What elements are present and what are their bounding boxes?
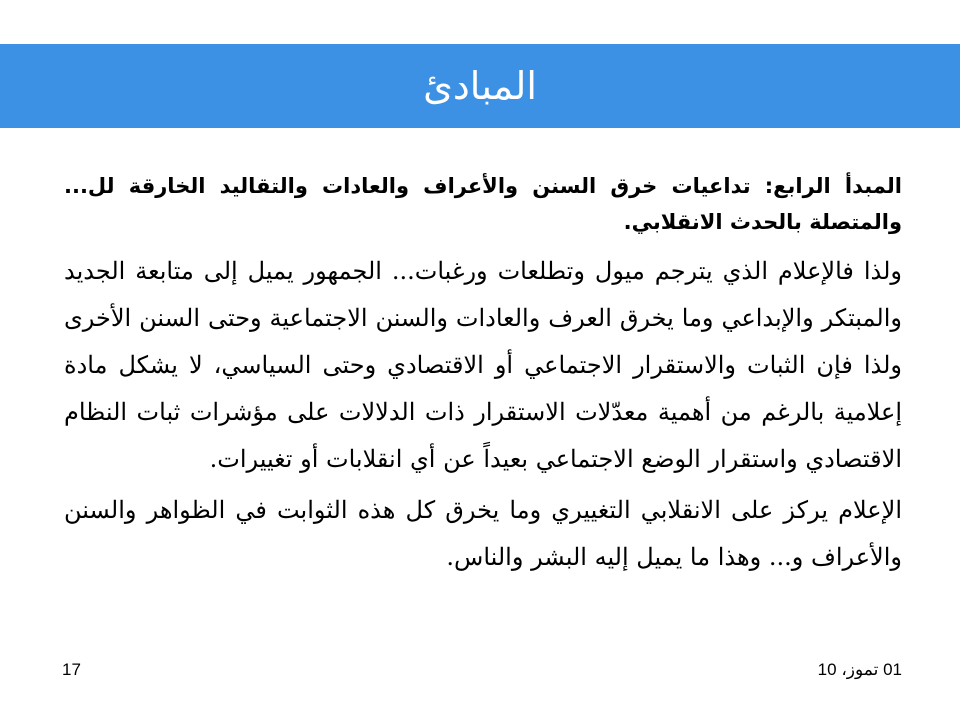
slide-title: المبادئ bbox=[423, 64, 537, 108]
page-number: 17 bbox=[62, 660, 81, 679]
footer-date: 01 تموز، 10 bbox=[817, 660, 902, 679]
body-paragraph-1: ولذا فالإعلام الذي يترجم ميول وتطلعات ورغبات... الجمهور يميل إلى متابعة الجديد والمبتكر والإبداعي وما يخرق العرف والعادات والسنن الاجتماعية وحتى السنن الأخرى ولذا فإن الثبات والاستقرار الاجتماعي أو الاقتصادي وحتى السياسي، لا يشكل مادة إعلامية بالرغم من أهمية معدّلات الاستقرار ذات الدلالات على مؤشرات ثبات النظام الاقتصادي واستقرار الوضع الاجتماعي بعيداً عن أي انقلابات أو تغييرات. bbox=[64, 257, 902, 473]
body-paragraph-2: الإعلام يركز على الانقلابي التغييري وما يخرق كل هذه الثوابت في الظواهر والسنن والأعراف و... وهذا ما يميل إليه البشر والناس. bbox=[64, 496, 902, 571]
principle-heading: المبدأ الرابع: تداعيات خرق السنن والأعراف والعادات والتقاليد الخارقة لل... والمتصلة بالحدث الانقلابي. bbox=[64, 174, 902, 234]
title-bar bbox=[0, 44, 960, 128]
slide-content bbox=[64, 168, 902, 583]
